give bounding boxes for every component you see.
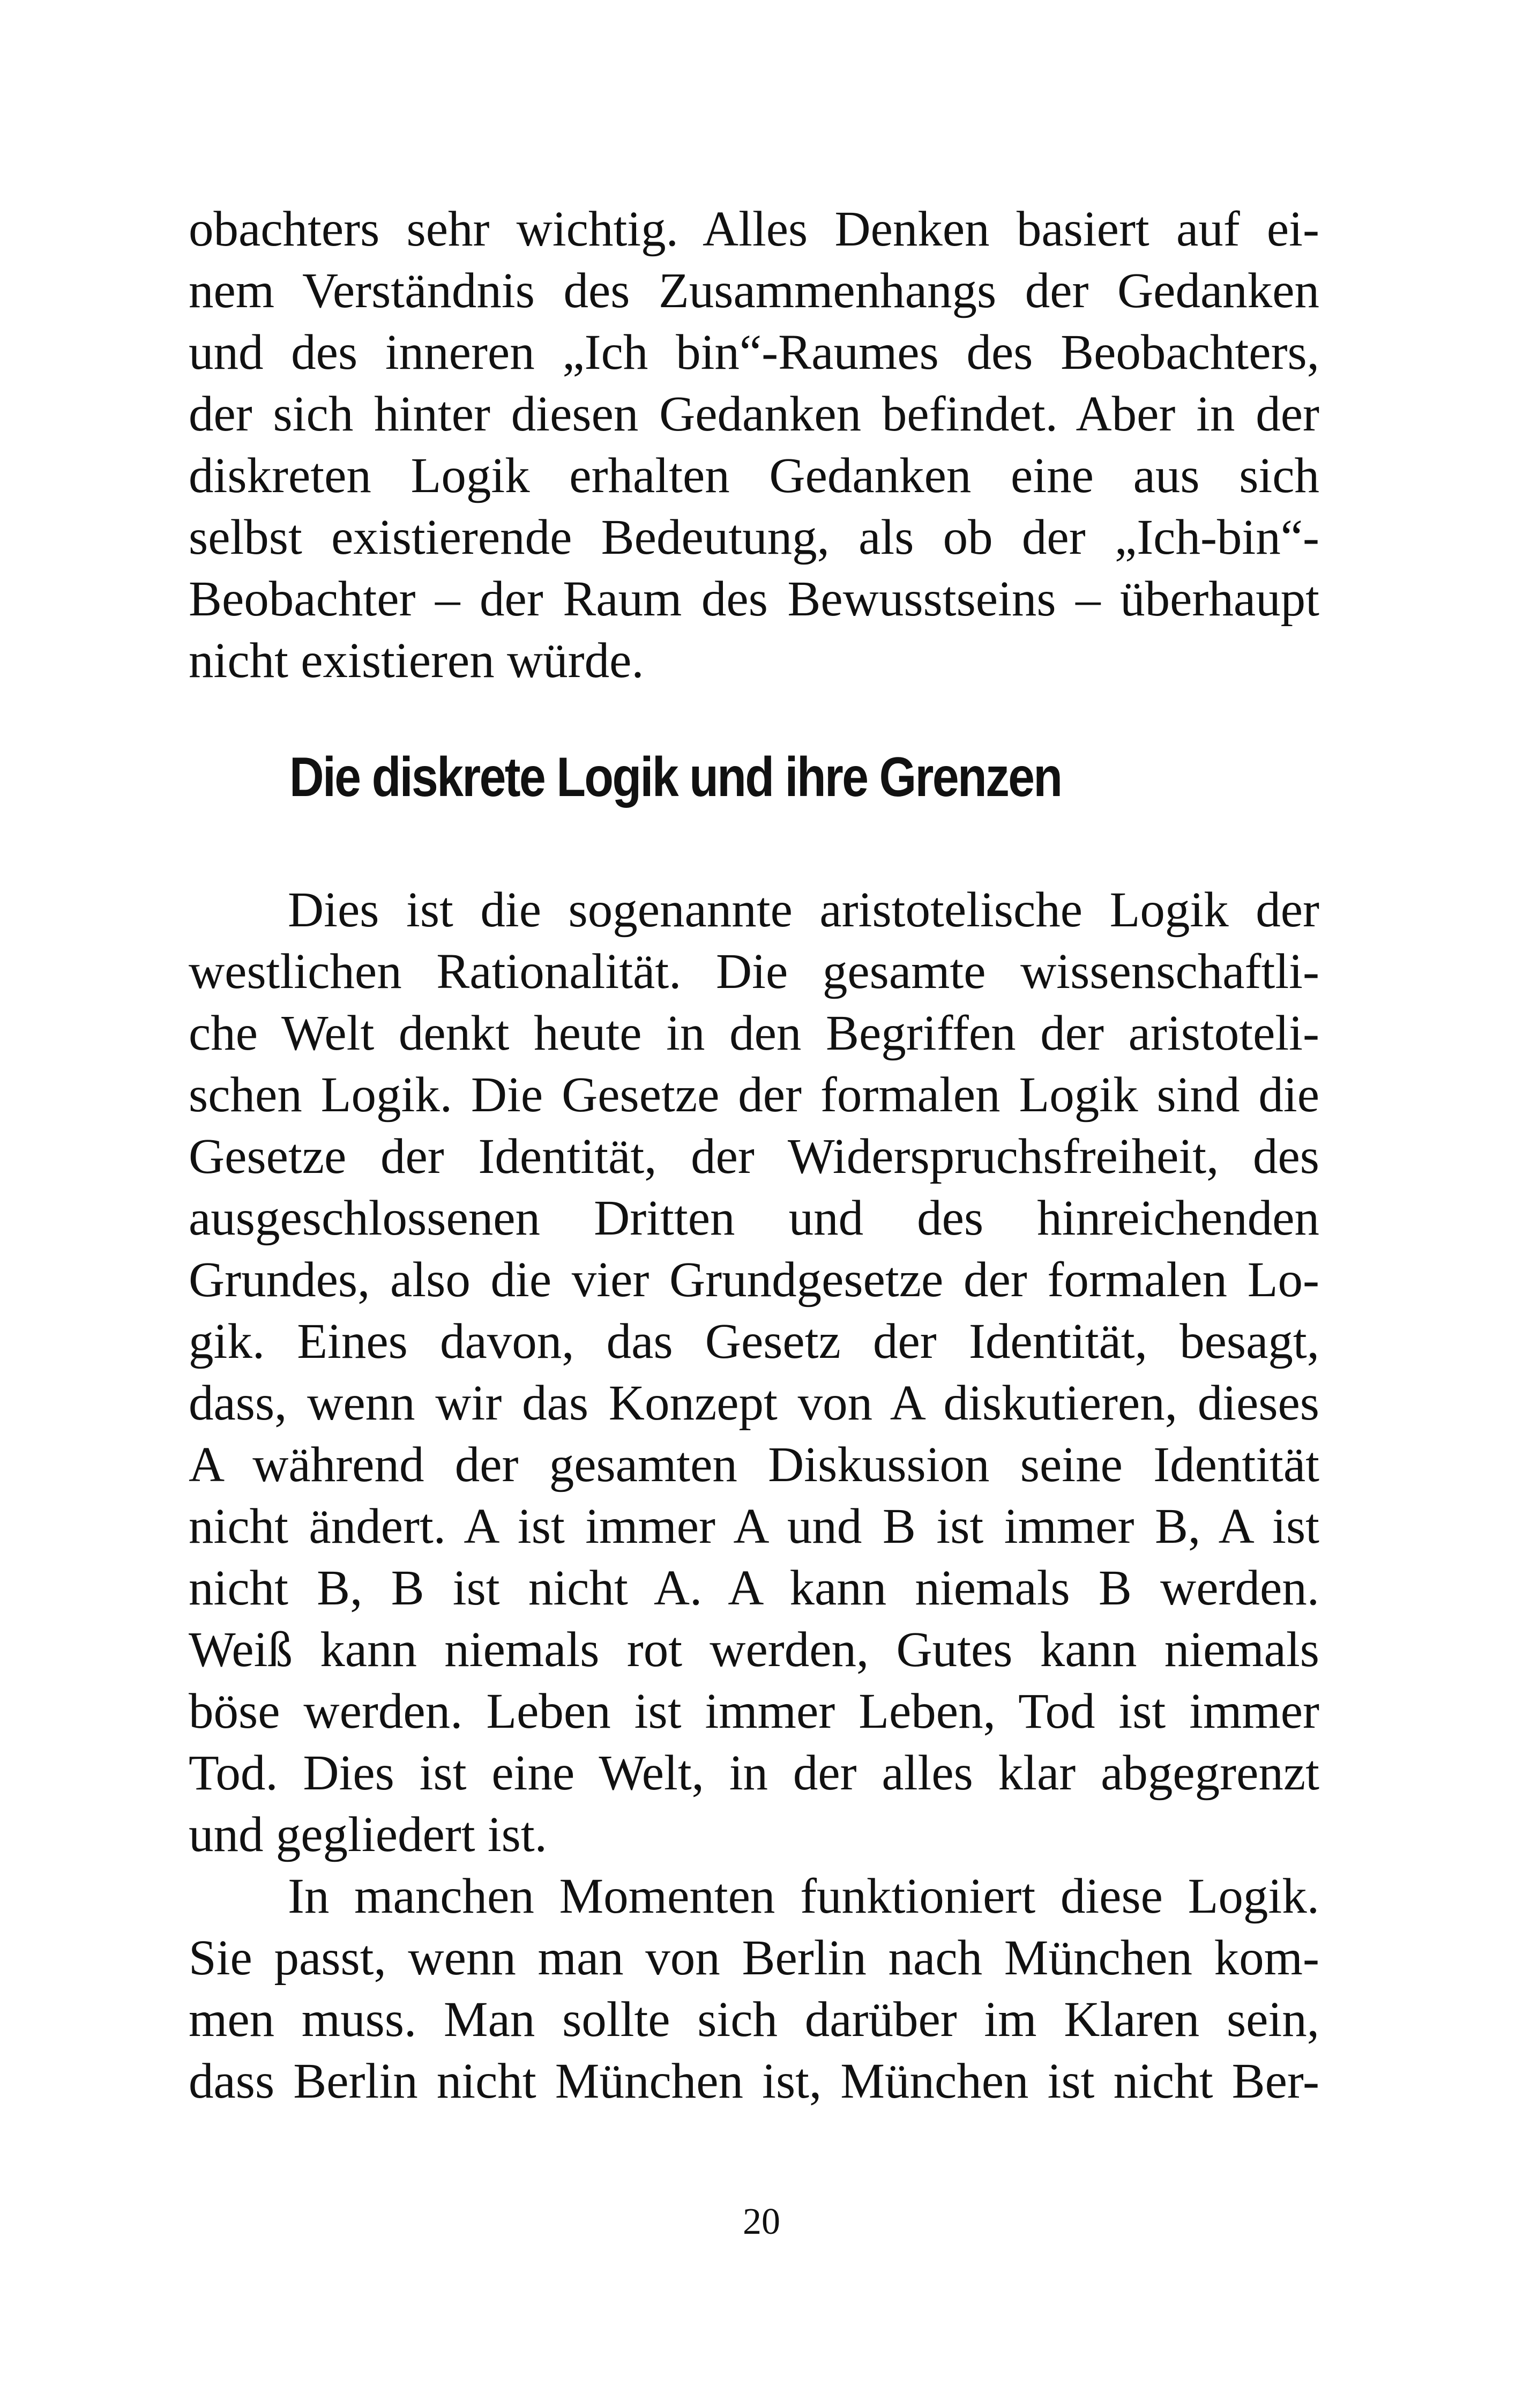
text-line: dass Berlin nicht München ist, München ist nicht Ber- [189,2054,1319,2109]
text-line: men muss. Man sollte sich darüber im Klaren sein, [189,1992,1319,2047]
text-line: Weiß kann niemals rot werden, Gutes kann niemals [189,1622,1319,1677]
text-line: Tod. Dies ist eine Welt, in der alles klar abgegrenzt [189,1745,1319,1801]
paragraph-2 [189,879,1319,1866]
text-line: Dies ist die sogenannte aristotelische Logik der [288,882,1319,938]
text-line: böse werden. Leben ist immer Leben, Tod ist immer [189,1684,1319,1739]
text-line: westlichen Rationalität. Die gesamte wissenschaftli- [189,944,1319,999]
text-line: schen Logik. Die Gesetze der formalen Logik sind die [189,1067,1319,1123]
text-line: selbst existierende Bedeutung, als ob der „Ich-bin“- [189,510,1319,565]
text-line: A während der gesamten Diskussion seine Identität [189,1437,1319,1492]
text-line: che Welt denkt heute in den Begriffen der aristoteli- [189,1006,1319,1061]
text-line: nicht B, B ist nicht A. A kann niemals B werden. [189,1560,1319,1616]
text-line: nicht ändert. A ist immer A und B ist immer B, A ist [189,1499,1319,1554]
text-line: Sie passt, wenn man von Berlin nach München kom- [189,1930,1319,1986]
text-line: nem Verständnis des Zusammenhangs der Gedanken [189,263,1319,318]
text-line: ausgeschlossenen Dritten und des hinreichenden [189,1191,1319,1246]
text-line: und des inneren „Ich bin“-Raumes des Beobachters, [189,325,1319,380]
text-line: gik. Eines davon, das Gesetz der Identität, besagt, [189,1314,1319,1369]
text-line: obachters sehr wichtig. Alles Denken basiert auf ei- [189,202,1319,257]
paragraph-3 [189,1866,1319,2112]
text-line: der sich hinter diesen Gedanken befindet. Aber in der [189,387,1319,442]
text-line: Gesetze der Identität, der Widerspruchsfreiheit, des [189,1129,1319,1184]
page-number: 20 [743,2201,780,2242]
text-line: diskreten Logik erhalten Gedanken eine aus sich [189,448,1319,503]
paragraph-1 [189,198,1319,692]
text-line: und gegliedert ist. [189,1807,547,1862]
text-line: nicht existieren würde. [189,633,644,688]
text-line: In manchen Momenten funktioniert diese Logik. [288,1869,1319,1924]
text-line: dass, wenn wir das Konzept von A diskutieren, dieses [189,1376,1319,1431]
text-line: Beobachter – der Raum des Bewusstseins – überhaupt [189,571,1319,627]
section-heading: Die diskrete Logik und ihre Grenzen [289,746,1062,808]
text-line: Grundes, also die vier Grundgesetze der formalen Lo- [189,1252,1319,1307]
